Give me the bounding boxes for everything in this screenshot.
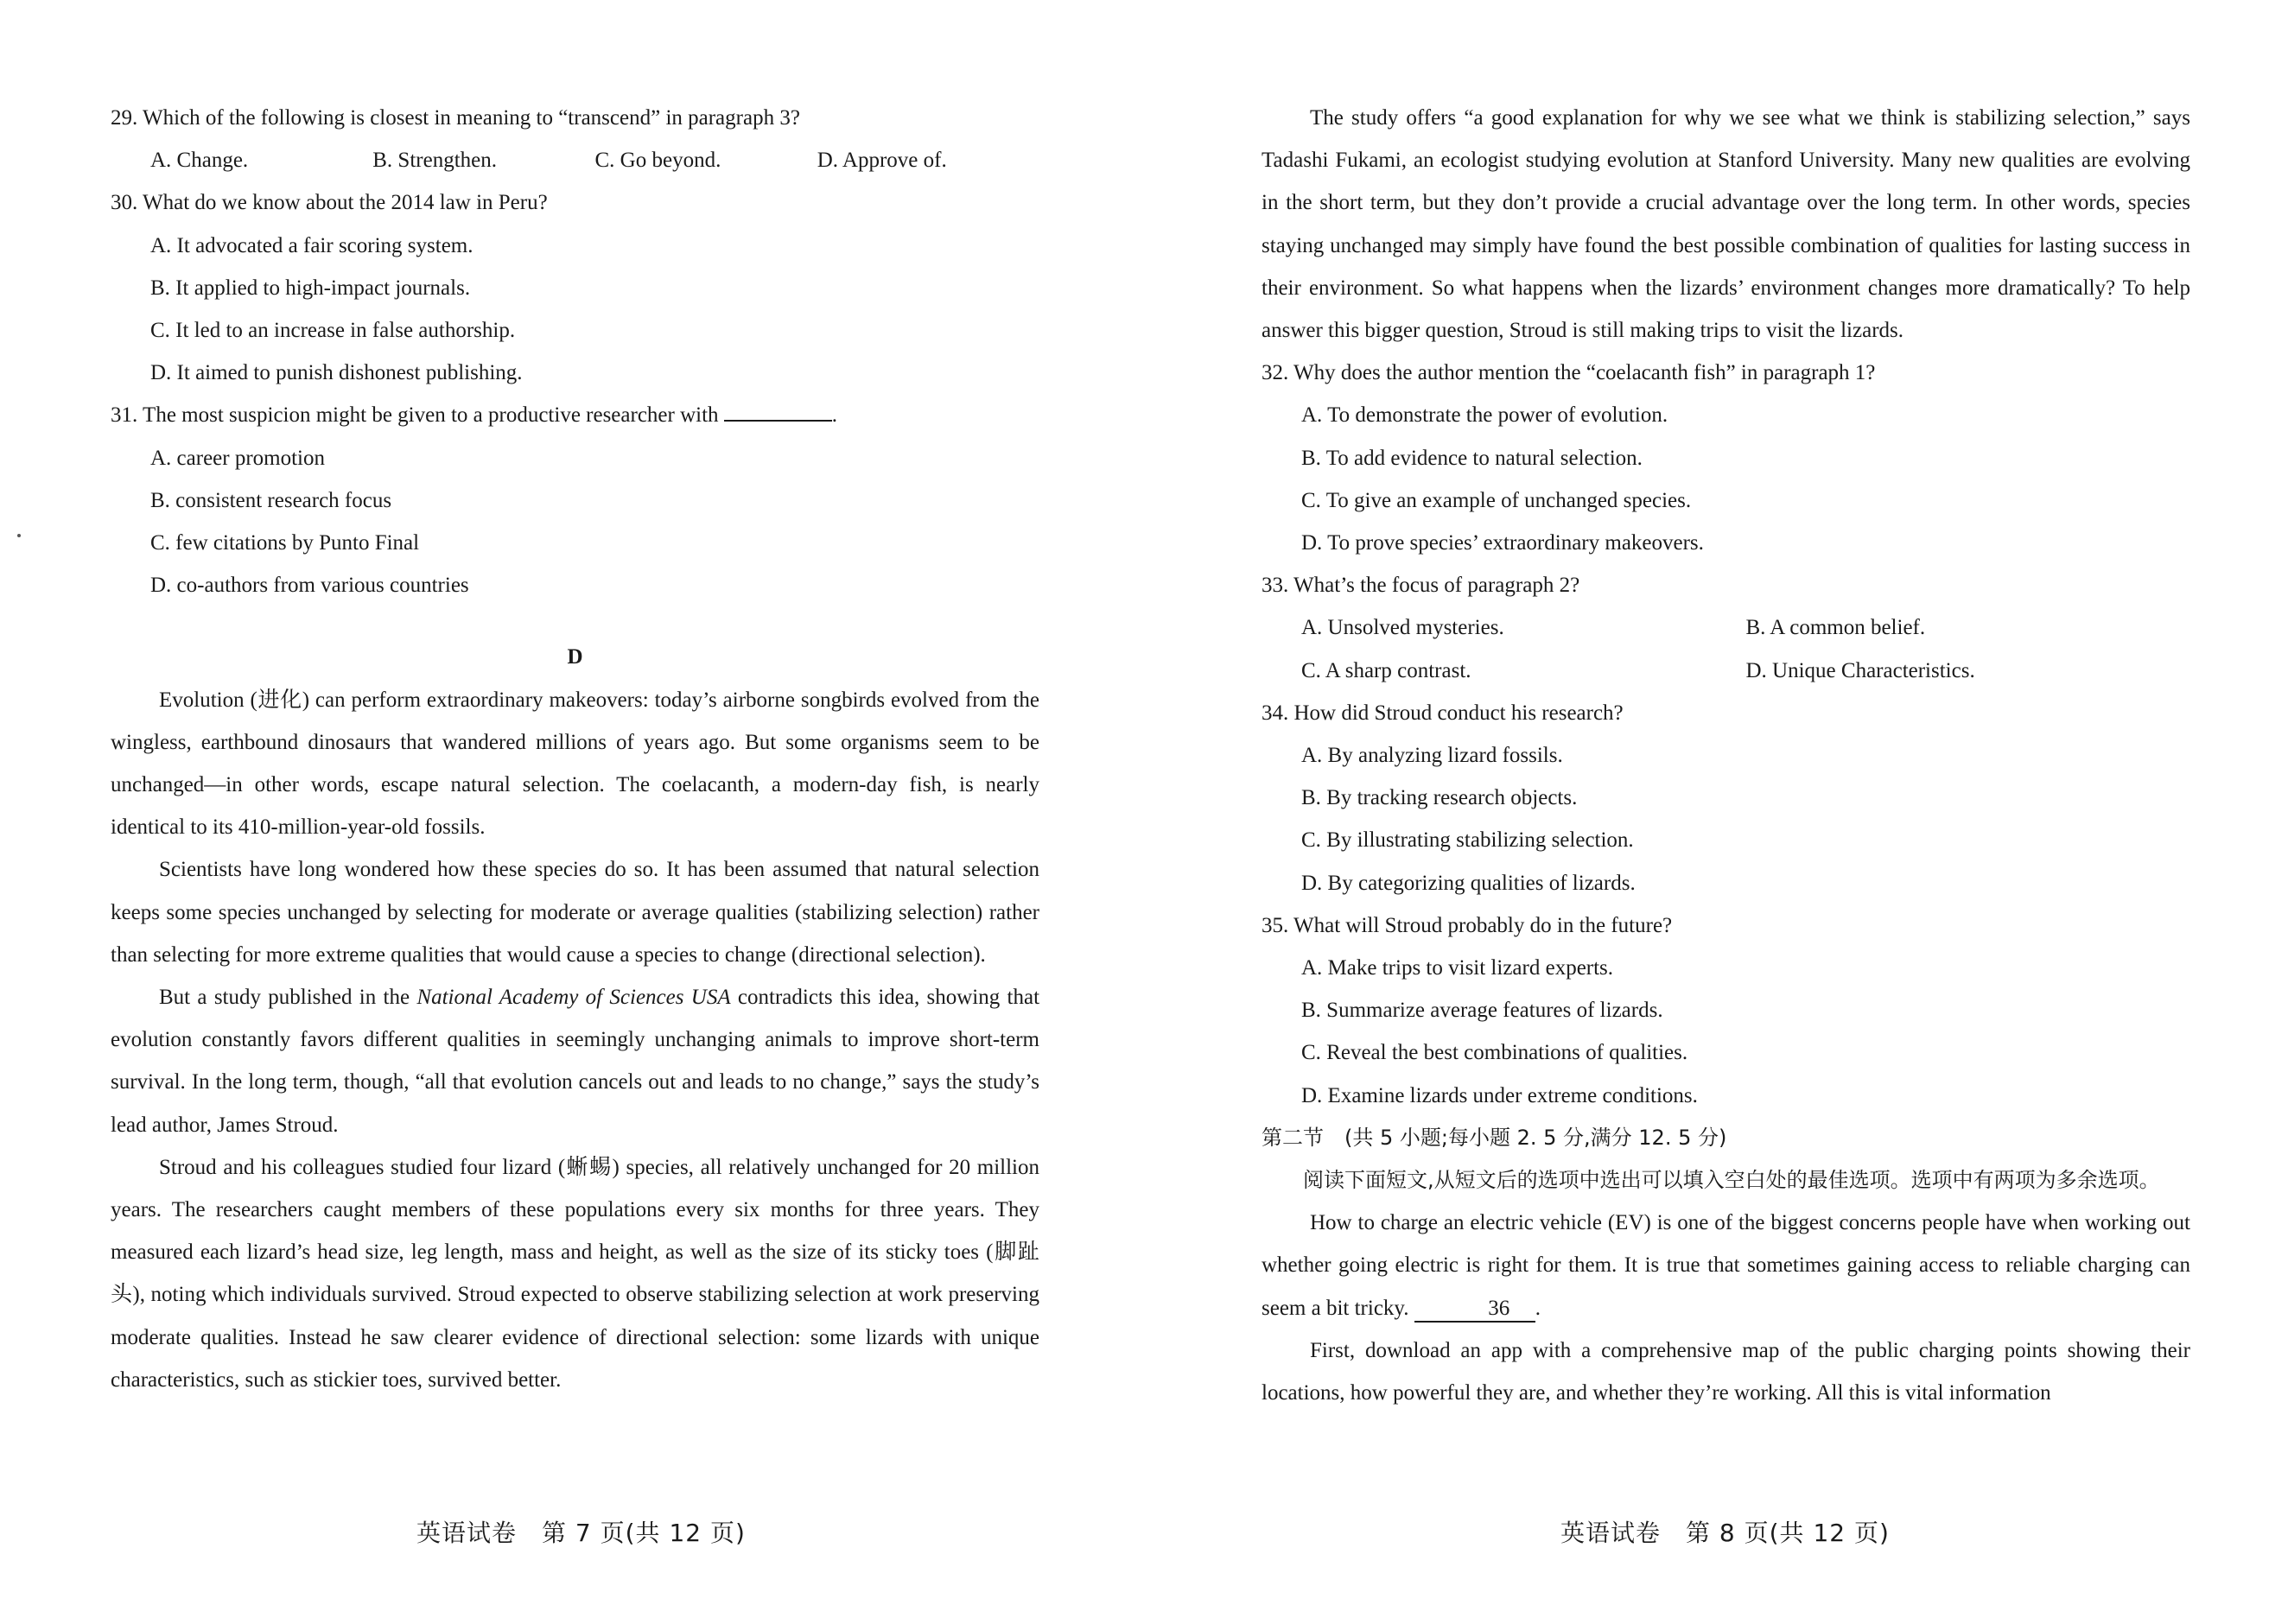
page-footer-7: 英语试卷 第 7 页(共 12 页) [416,1519,746,1547]
option-32-d: D. To prove species’ extraordinary makeovers. [1301,531,1704,555]
ev-paragraph-2: First, download an app with a comprehensive map of the public charging points showing their locations, how powerful they are, and whether they’re working. All this is vital information [1262,1338,2190,1405]
option-30-a: A. It advocated a fair scoring system. [150,233,473,257]
section-2-instruction: 阅读下面短文,从短文后的选项中选出可以填入空白处的最佳选项。选项中有两项为多余选项。 [1303,1168,2160,1193]
passage-d-paragraph-2: Scientists have long wondered how these species do so. It has been assumed that natural selection keeps some species unchanged by selecting for moderate or average qualities (stabilizing selection) rather than selecting for more extreme qualities that would cause a species to change (directional selection). [111,858,1039,967]
option-35-c: C. Reveal the best combinations of qualities. [1301,1041,1688,1065]
option-33-c: C. A sharp contrast. [1301,658,1471,682]
question-29-options [150,139,1039,181]
option-30-b: B. It applied to high-impact journals. [150,276,471,300]
blank-36: 36 [1414,1297,1535,1323]
option-34-d: D. By categorizing qualities of lizards. [1301,871,1636,895]
option-33-d: D. Unique Characteristics. [1745,658,1975,682]
question-34-stem: 34. How did Stroud conduct his research? [1262,701,1624,725]
passage-d-title: D [567,645,583,669]
question-29-stem: 29. Which of the following is closest in meaning to “transcend” in paragraph 3? [111,106,800,130]
option-31-c: C. few citations by Punto Final [150,531,420,555]
option-32-a: A. To demonstrate the power of evolution. [1301,403,1668,428]
question-31-stem: 31. The most suspicion might be given to a productive researcher with [111,403,719,428]
option-34-c: C. By illustrating stabilizing selection. [1301,828,1634,853]
option-32-c: C. To give an example of unchanged species. [1301,488,1692,512]
option-33-a: A. Unsolved mysteries. [1301,616,1504,640]
question-35-stem: 35. What will Stroud probably do in the future? [1262,913,1673,937]
section-2-heading: 第二节 (共 5 小题;每小题 2. 5 分,满分 12. 5 分) [1262,1125,1727,1150]
question-33-options-row-2 [1301,650,2190,692]
option-35-d: D. Examine lizards under extreme conditions. [1301,1083,1698,1107]
option-29-d: D. Approve of. [817,149,947,173]
option-35-a: A. Make trips to visit lizard experts. [1301,956,1614,980]
paragraph-3-text-b: contradicts this idea, showing that evolution constantly favors different qualities in seemingly unchanging animals to improve short-term survival. In the long term, though, “all that evolution cancels out and leads to no change,” says the study’s lead author, James Stroud. [111,986,1040,1137]
answer-blank [724,401,832,422]
option-31-b: B. consistent research focus [150,488,392,512]
option-32-b: B. To add evidence to natural selection. [1301,446,1643,470]
question-32-stem: 32. Why does the author mention the “coelacanth fish” in paragraph 1? [1262,361,1876,385]
option-29-a: A. Change. [150,149,249,173]
question-31-end: . [831,403,838,428]
paragraph-3-text-a: But a study published in the [159,986,410,1010]
question-33-stem: 33. What’s the focus of paragraph 2? [1262,574,1580,598]
question-30-stem: 30. What do we know about the 2014 law in Peru? [111,191,548,215]
option-31-a: A. career promotion [150,446,326,470]
ev-paragraph-1 [1262,1202,2190,1329]
passage-d-paragraph-5: The study offers “a good explanation for why we see what we think is stabilizing selection,” says Tadashi Fukami, an ecologist studying evolution at Stanford University. Many new qualities are evolving in the short term, but they don’t provide a crucial advantage over the long term. In other words, species staying unchanged may simply have found the best possible combination of qualities for lasting success in their environment. So what happens when the lizards’ environment changes more dramatically? To help answer this bigger question, Stroud is still making trips to visit the lizards. [1262,106,2190,343]
passage-d-paragraph-4: Stroud and his colleagues studied four lizard (蜥蜴) species, all relatively unchanged for 20 million years. The researchers caught members of these populations every six months for three years. They measured each lizard’s head size, leg length, mass and height, as well as the size of its sticky toes (脚趾头), noting which individuals survived. Stroud expected to observe stabilizing selection at work preserving moderate qualities. Instead he saw clearer evidence of directional selection: some lizards with unique characteristics, such as stickier toes, survived better. [111,1155,1039,1392]
option-30-c: C. It led to an increase in false authorship. [150,319,516,343]
option-29-c: C. Go beyond. [594,149,721,173]
question-31 [111,394,1039,436]
passage-d-paragraph-3 [111,976,1039,1146]
blank-36-end: . [1535,1296,1541,1320]
left-column [111,97,1039,1401]
question-33-options-row-1 [1301,606,2190,649]
option-33-b: B. A common belief. [1745,616,1926,640]
option-29-b: B. Strengthen. [372,149,497,173]
option-35-b: B. Summarize average features of lizards. [1301,999,1663,1023]
passage-d-paragraph-1: Evolution (进化) can perform extraordinary makeovers: today’s airborne songbirds evolved from the wingless, earthbound dinosaurs that wandered millions of years ago. But some organisms seem to be unchanged—in other words, escape natural selection. The coelacanth, a modern-day fish, is nearly identical to its 410-million-year-old fossils. [111,688,1039,840]
page-footer-8: 英语试卷 第 8 页(共 12 页) [1560,1519,1890,1547]
exam-page-8 [1144,0,2288,1624]
option-34-b: B. By tracking research objects. [1301,786,1578,810]
right-column [1262,97,2190,1414]
option-30-d: D. It aimed to punish dishonest publishing. [150,361,523,385]
journal-name: National Academy of Sciences USA [416,986,731,1010]
option-31-d: D. co-authors from various countries [150,574,469,598]
ev-paragraph-1-text: How to charge an electric vehicle (EV) is one of the biggest concerns people have when working out whether going electric is right for them. It is true that sometimes gaining access to reliable charging can seem a bit tricky. [1262,1211,2190,1320]
option-34-a: A. By analyzing lizard fossils. [1301,744,1563,768]
